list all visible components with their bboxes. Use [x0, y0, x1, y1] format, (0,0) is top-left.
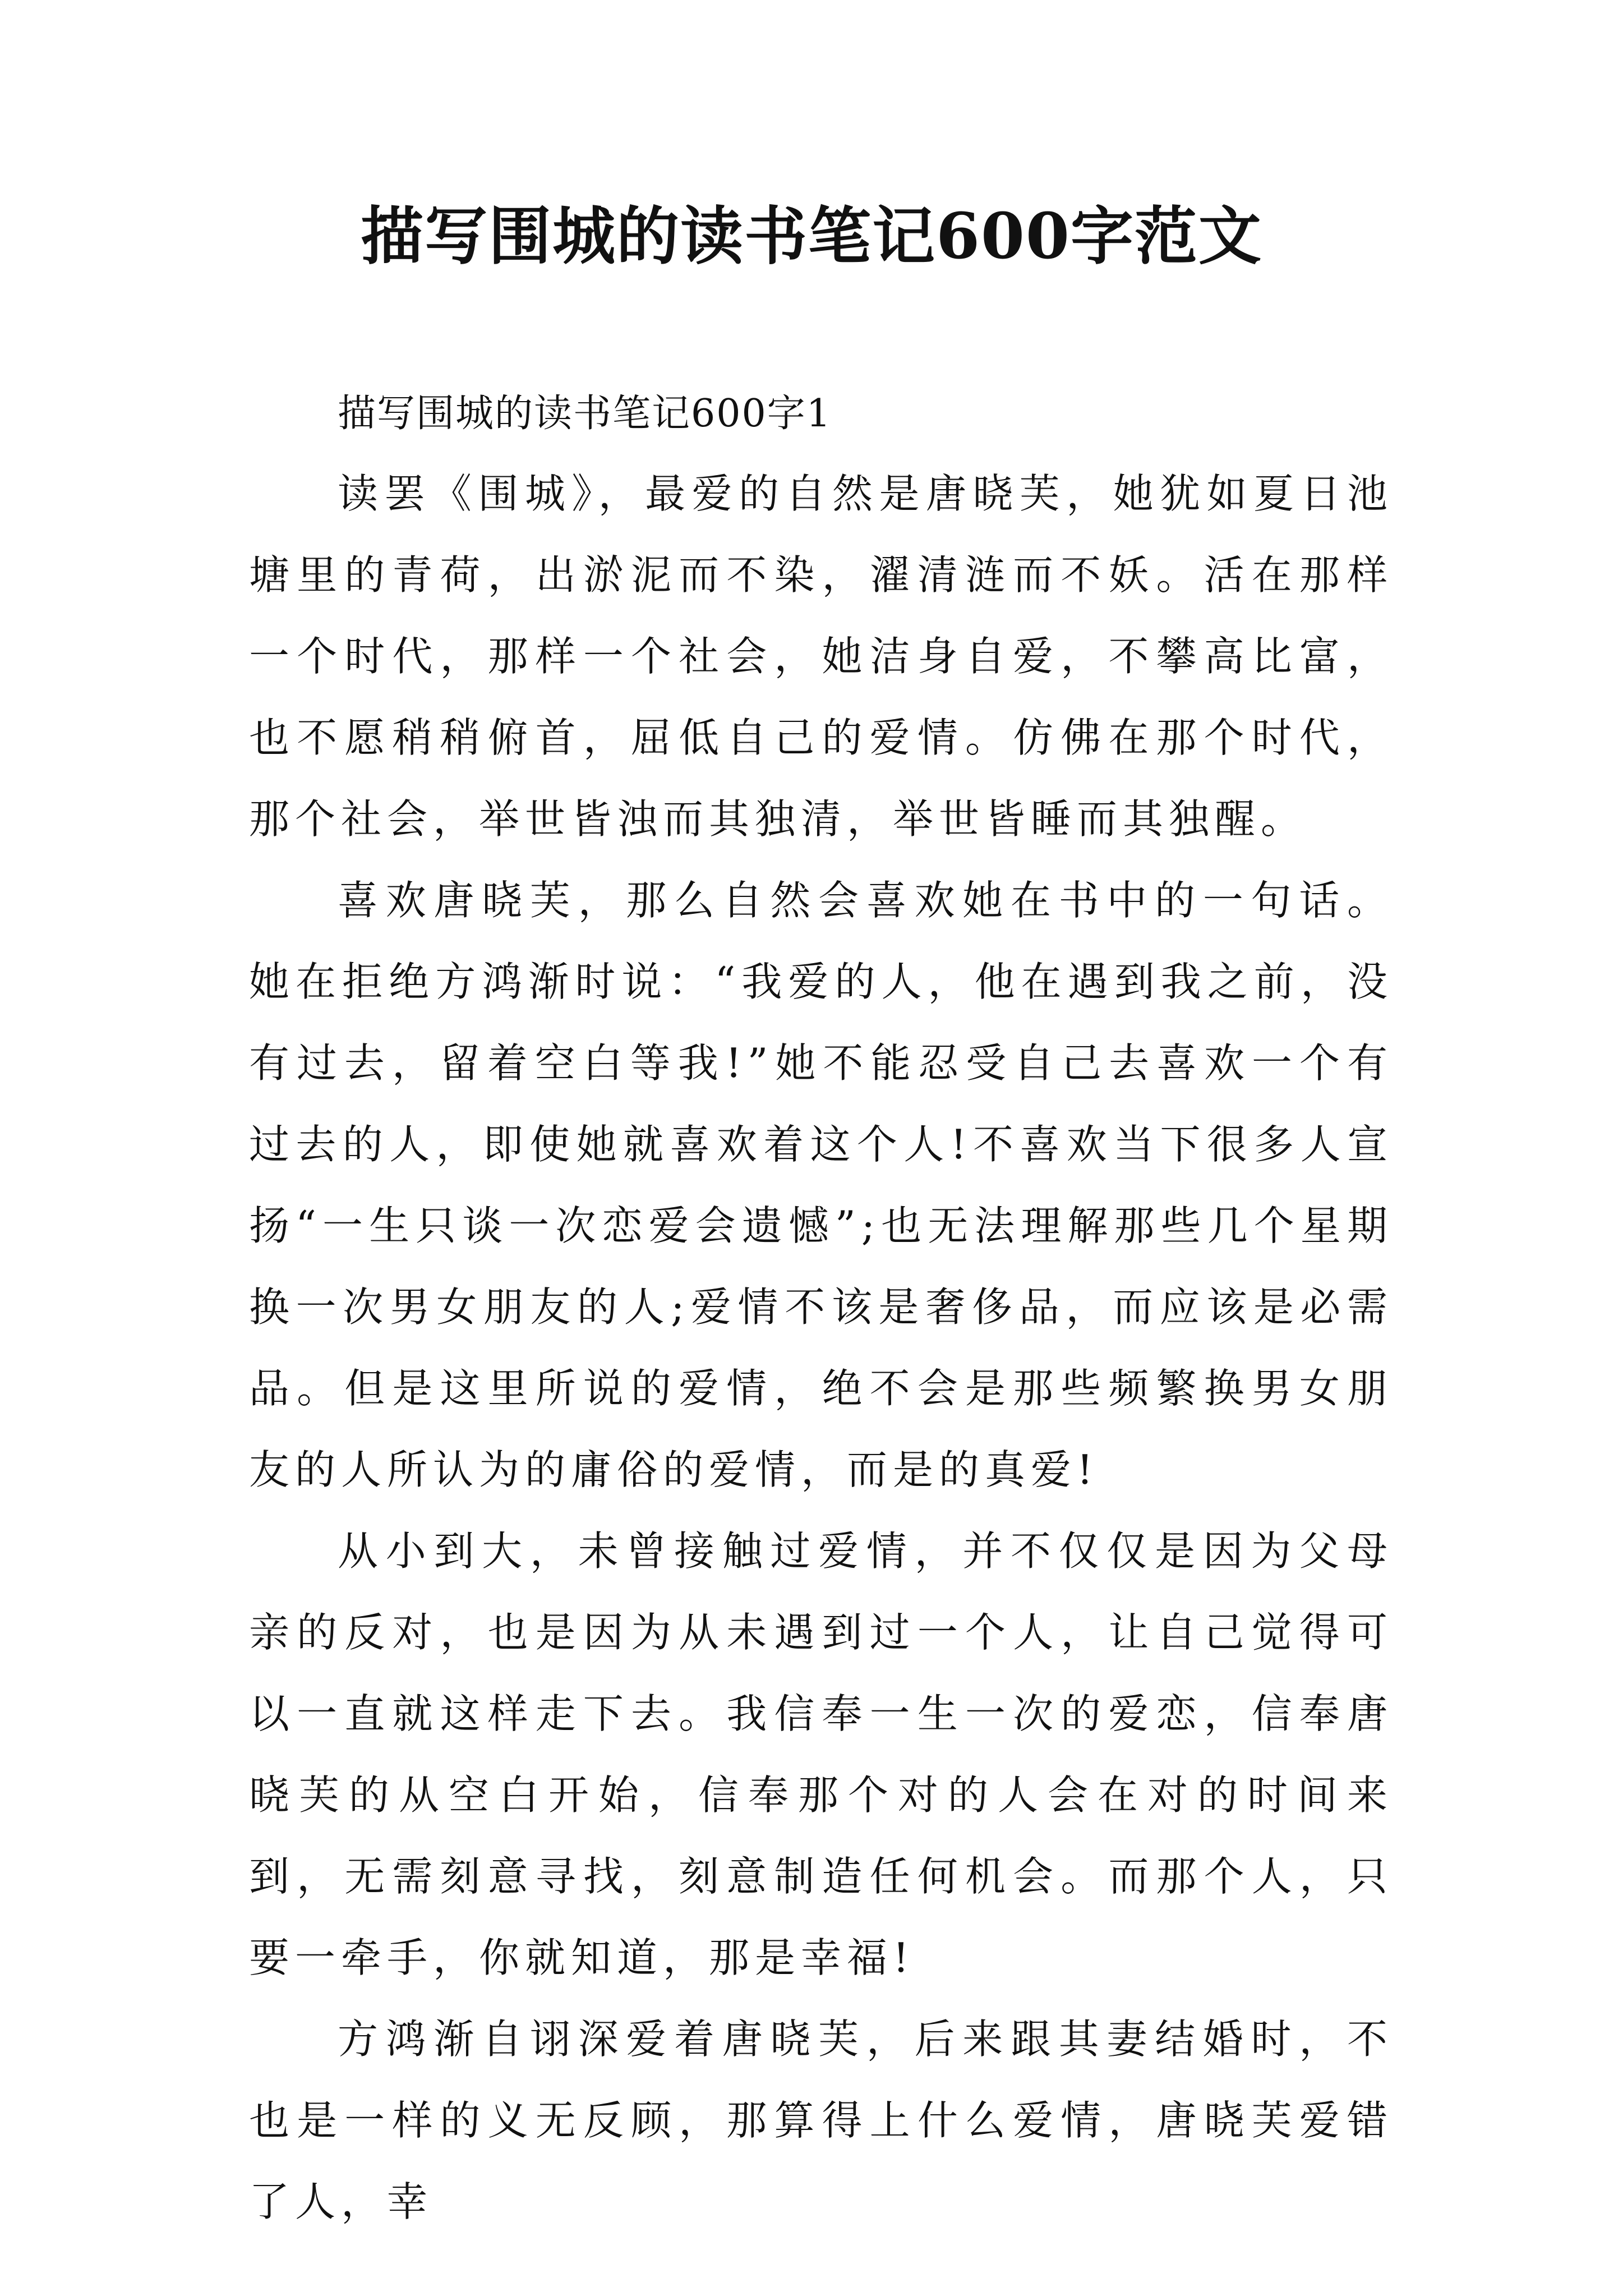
document-body — [249, 375, 1393, 2243]
paragraph-2: 喜欢唐晓芙，那么自然会喜欢她在书中的一句话。她在拒绝方鸿渐时说：“我爱的人，他在遇到我之前，没有过去，留着空白等我!”她不能忍受自己去喜欢一个有过去的人，即使她就喜欢着这个人!不喜欢当下很多人宣扬“一生只谈一次恋爱会遗憾”;也无法理解那些几个星期换一次男女朋友的人;爱情不该是奢侈品，而应该是必需品。但是这里所说的爱情，绝不会是那些频繁换男女朋友的人所认为的庸俗的爱情，而是的真爱! — [249, 877, 1393, 1493]
paragraph-4: 方鸿渐自诩深爱着唐晓芙，后来跟其妻结婚时，不也是一样的义无反顾，那算得上什么爱情，唐晓芙爱错了人，幸 — [249, 2016, 1393, 2225]
paragraph-3: 从小到大，未曾接触过爱情，并不仅仅是因为父母亲的反对，也是因为从未遇到过一个人，让自己觉得可以一直就这样走下去。我信奉一生一次的爱恋，信奉唐晓芙的从空白开始，信奉那个对的人会在对的时间来到，无需刻意寻找，刻意制造任何机会。而那个人，只要一牵手，你就知道，那是幸福! — [249, 1527, 1393, 1981]
section-heading: 描写围城的读书笔记600字1 — [338, 392, 832, 436]
document-title: 描写围城的读书笔记600字范文 — [361, 200, 1262, 273]
paragraph-1: 读罢《围城》，最爱的自然是唐晓芙，她犹如夏日池塘里的青荷，出淤泥而不染，濯清涟而不妖。活在那样一个时代，那样一个社会，她洁身自爱，不攀高比富，也不愿稍稍俯首，屈低自己的爱情。仿佛在那个时代，那个社会，举世皆浊而其独清，举世皆睡而其独醒。 — [249, 470, 1393, 843]
